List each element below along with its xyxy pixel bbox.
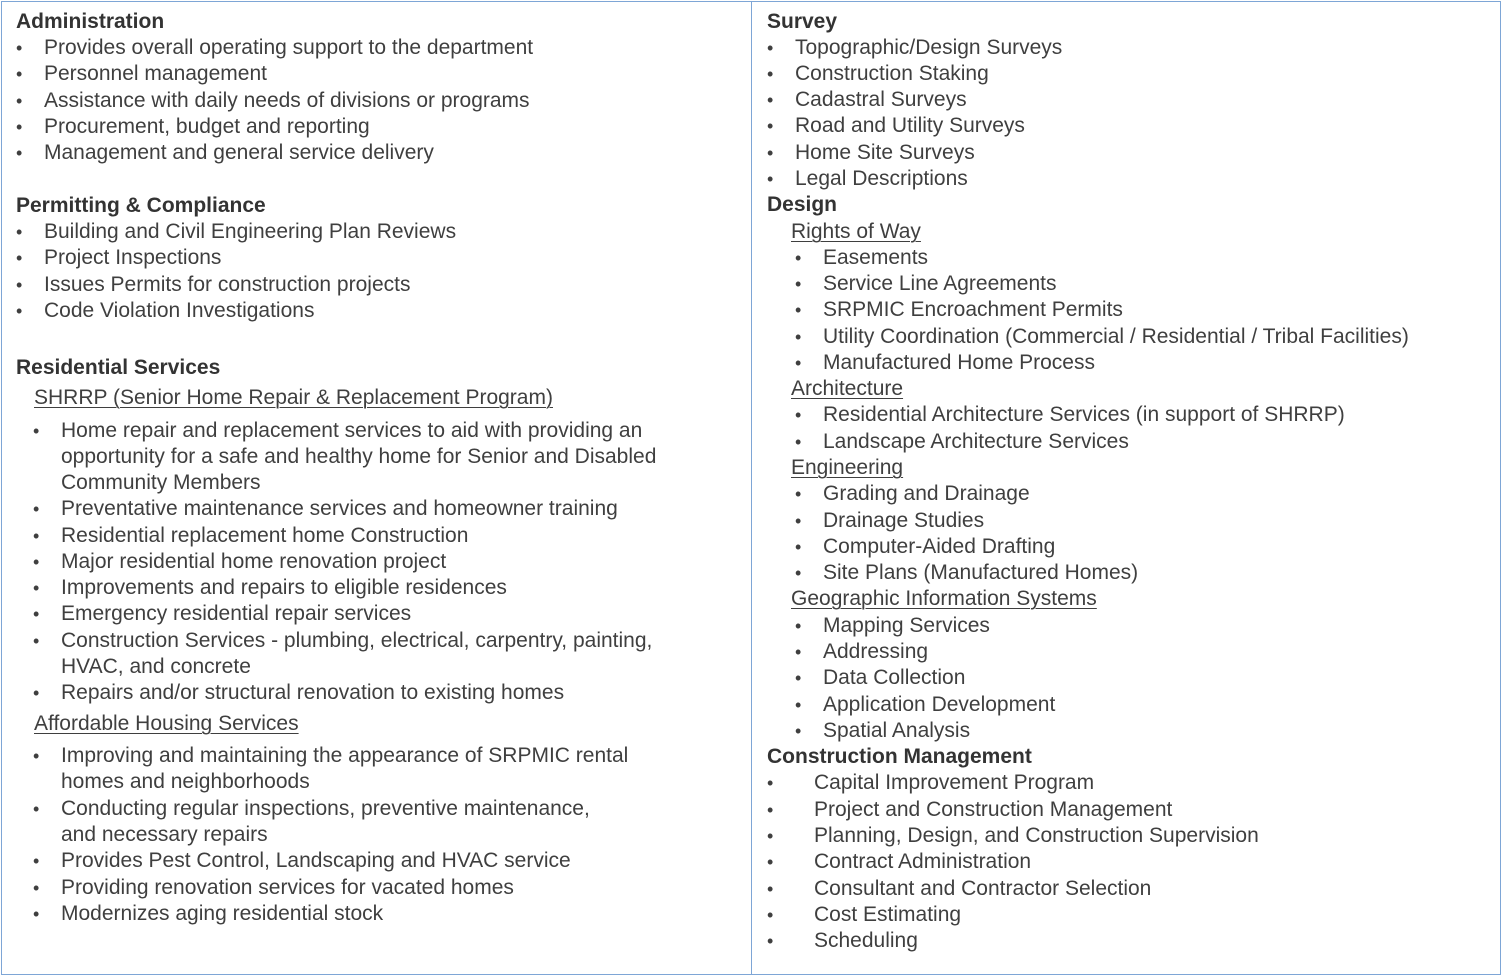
residential-heading: Residential Services	[16, 356, 221, 379]
column-divider	[751, 1, 752, 975]
list-item-continuation: and necessary repairs	[61, 823, 268, 846]
architecture-subheading: Architecture	[791, 377, 904, 400]
shrrp-subheading: SHRRP (Senior Home Repair & Replacement Program)	[34, 386, 553, 409]
affordable-housing-subheading: Affordable Housing Services	[34, 712, 299, 735]
list-item-continuation: HVAC, and concrete	[61, 655, 251, 678]
gis-subheading: Geographic Information Systems	[791, 587, 1097, 610]
rights-of-way-subheading: Rights of Way	[791, 220, 921, 243]
list-item-continuation: homes and neighborhoods	[61, 770, 310, 793]
survey-heading: Survey	[767, 10, 838, 33]
list-item-continuation: Community Members	[61, 471, 261, 494]
engineering-subheading: Engineering	[791, 456, 904, 479]
list-item-continuation: opportunity for a safe and healthy home for Senior and Disabled	[61, 445, 657, 468]
administration-heading: Administration	[16, 10, 165, 33]
permitting-heading: Permitting & Compliance	[16, 194, 266, 217]
design-heading: Design	[767, 193, 838, 216]
construction-management-heading: Construction Management	[767, 745, 1032, 768]
